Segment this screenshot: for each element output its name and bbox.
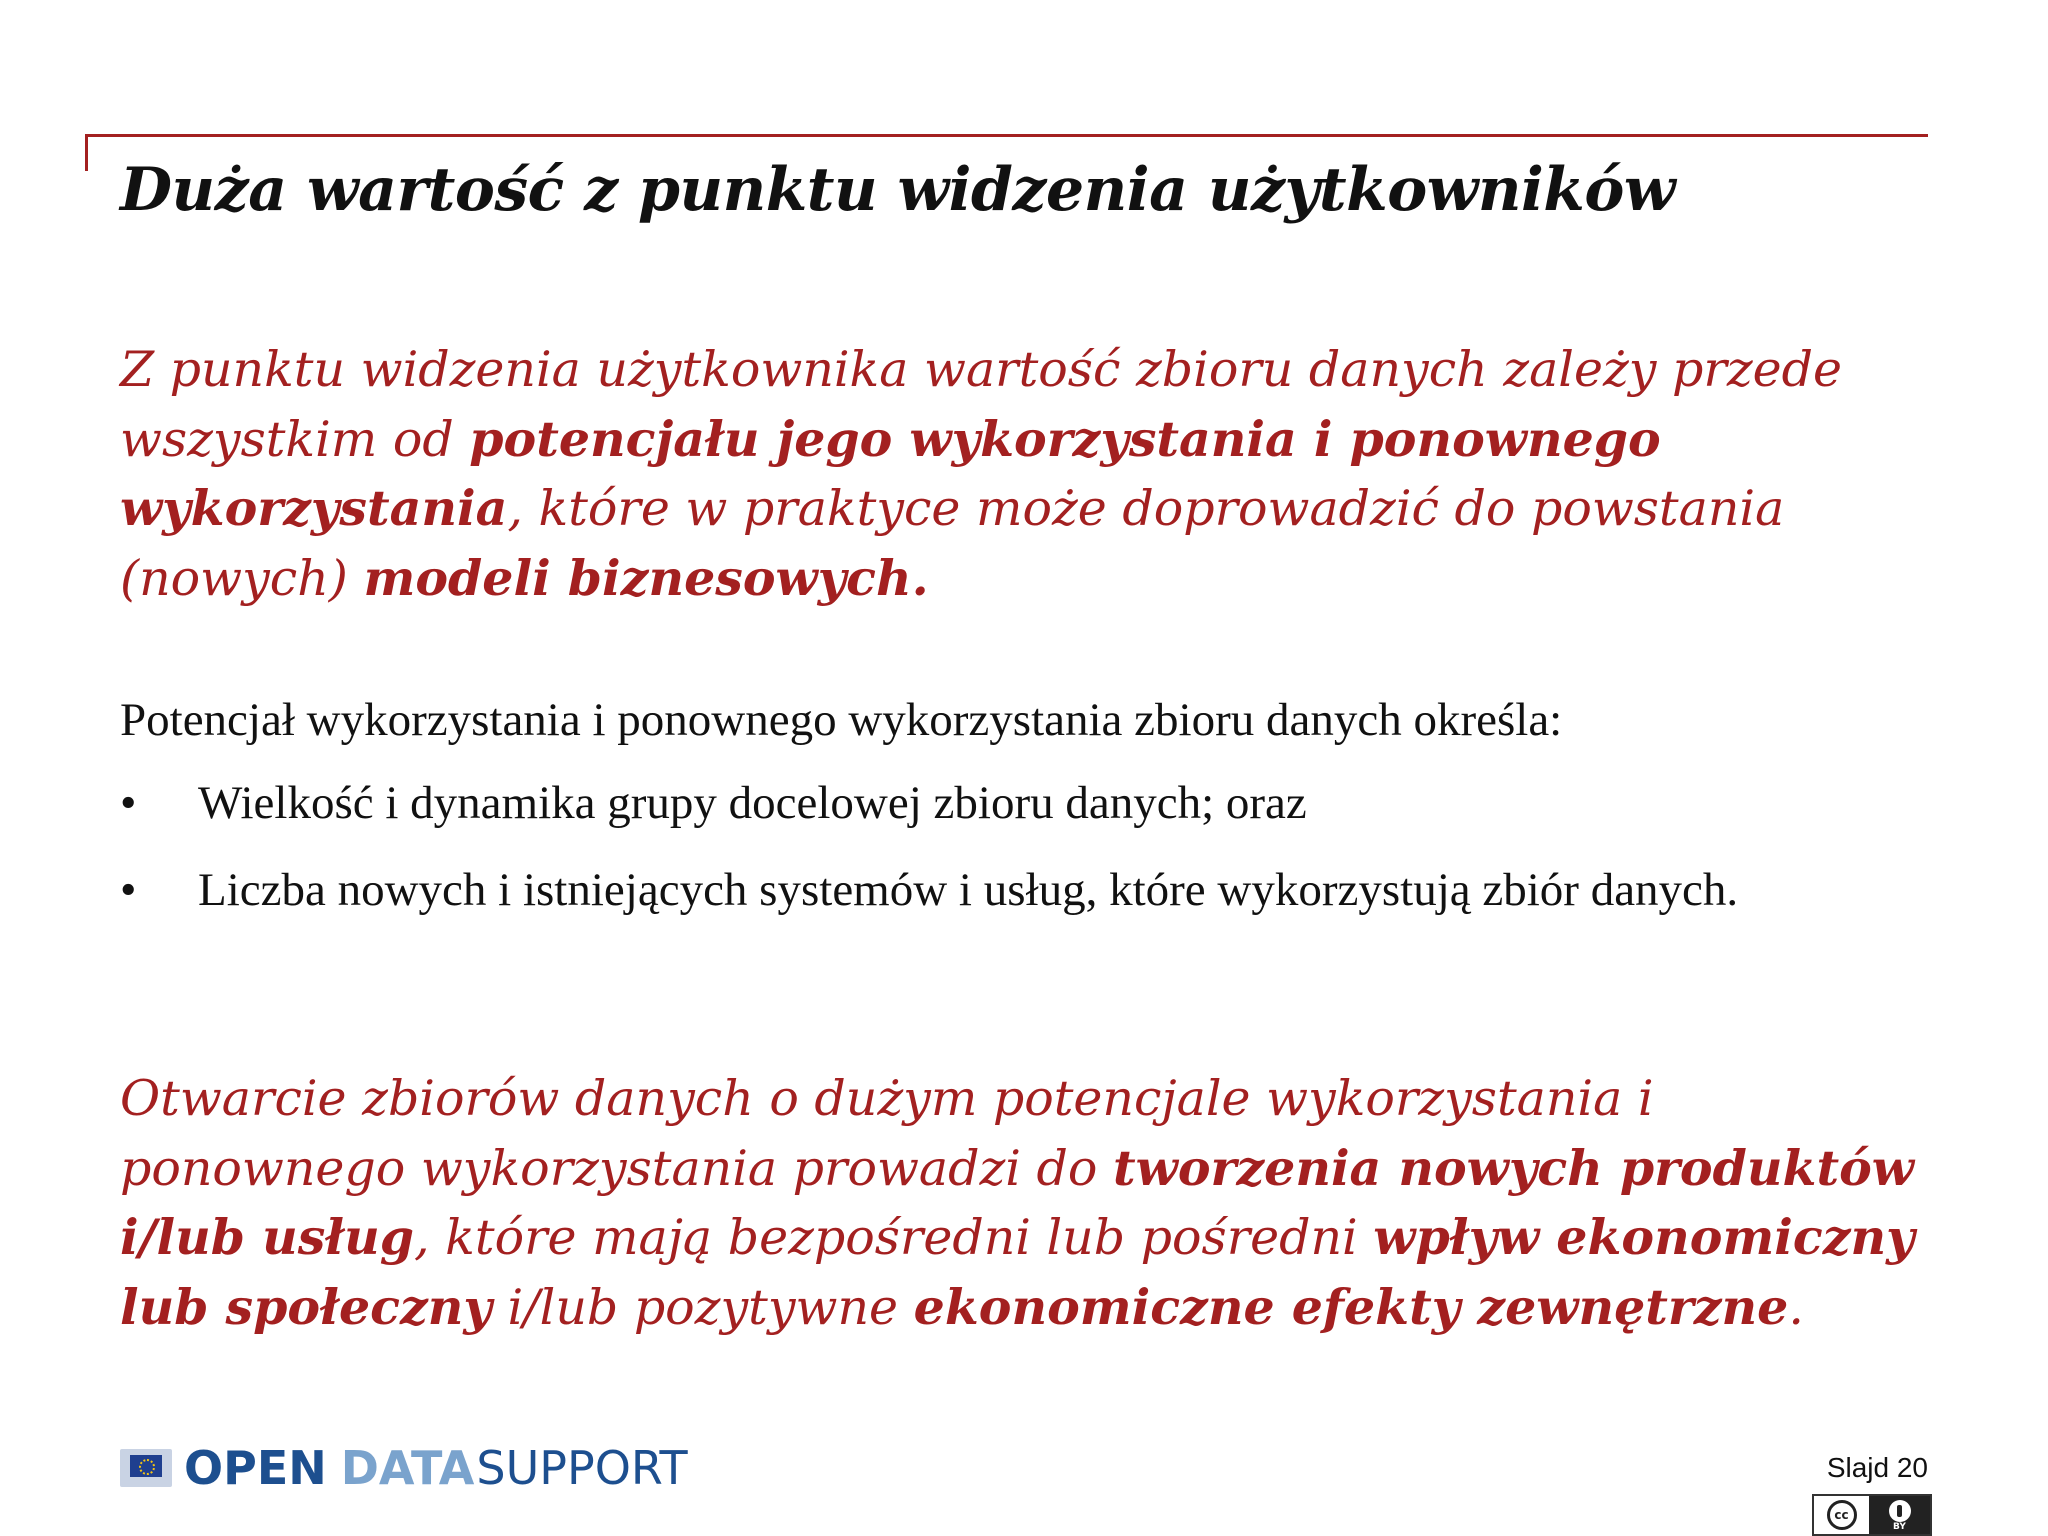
- title-rule: [85, 134, 1928, 137]
- slide-number: Slajd 20: [1826, 1452, 1928, 1483]
- conclusion-text-4: .: [1788, 1278, 1804, 1336]
- logo-open-text: OPEN: [184, 1441, 327, 1495]
- bullet-symbol: •: [120, 864, 137, 916]
- attribution-icon: [1889, 1500, 1911, 1522]
- bullet-text: Liczba nowych i istniejących systemów i usług, które wykorzystują zbiór danych.: [198, 864, 1739, 916]
- bullet-text: Wielkość i dynamika grupy docelowej zbioru danych; oraz: [198, 777, 1307, 829]
- logo-data-text: DATA: [340, 1441, 475, 1495]
- conclusion-paragraph: [120, 1065, 1940, 1342]
- conclusion-bold-3: ekonomiczne efekty zewnętrzne: [913, 1277, 1789, 1336]
- cc-by-icon: [1812, 1494, 1932, 1536]
- bullet-item: [120, 859, 1920, 921]
- intro-bold-2: modeli biznesowych.: [363, 548, 929, 607]
- title-rule-tick: [85, 134, 88, 171]
- conclusion-bold-1: tworzenia nowych produktów i/lub usług: [120, 1138, 1914, 1266]
- conclusion-text-1: Otwarcie zbiorów danych o dużym potencjale wykorzystania i ponownego wykorzystania prowadzi do: [120, 1070, 1654, 1197]
- bullet-list: [120, 772, 1920, 946]
- slide-title: Duża wartość z punktu widzenia użytkowników: [120, 155, 1676, 225]
- open-data-support-logo: [120, 1438, 688, 1498]
- by-label: BY: [1893, 1522, 1906, 1532]
- eu-flag-icon: [120, 1449, 172, 1487]
- conclusion-text-3: i/lub pozytywne: [491, 1278, 914, 1336]
- bullet-symbol: •: [120, 777, 137, 829]
- intro-text-2: , które w praktyce może doprowadzić do powstania (nowych): [120, 480, 1785, 607]
- conclusion-text-2: , które mają bezpośredni lub pośredni: [414, 1209, 1374, 1266]
- conclusion-bold-2: wpływ ekonomiczny lub społeczny: [120, 1208, 1915, 1336]
- potential-paragraph: Potencjał wykorzystania i ponownego wykorzystania zbioru danych określa:: [120, 694, 1563, 746]
- bullet-item: [120, 772, 1920, 834]
- intro-bold-1: potencjału jego wykorzystania i ponownego wykorzystania: [120, 409, 1661, 537]
- intro-text-1: Z punktu widzenia użytkownika wartość zbioru danych zależy przede wszystkim od: [120, 341, 1843, 468]
- intro-paragraph: [120, 336, 1940, 613]
- cc-icon: cc: [1827, 1500, 1857, 1530]
- logo-support-text: SUPPORT: [476, 1441, 688, 1495]
